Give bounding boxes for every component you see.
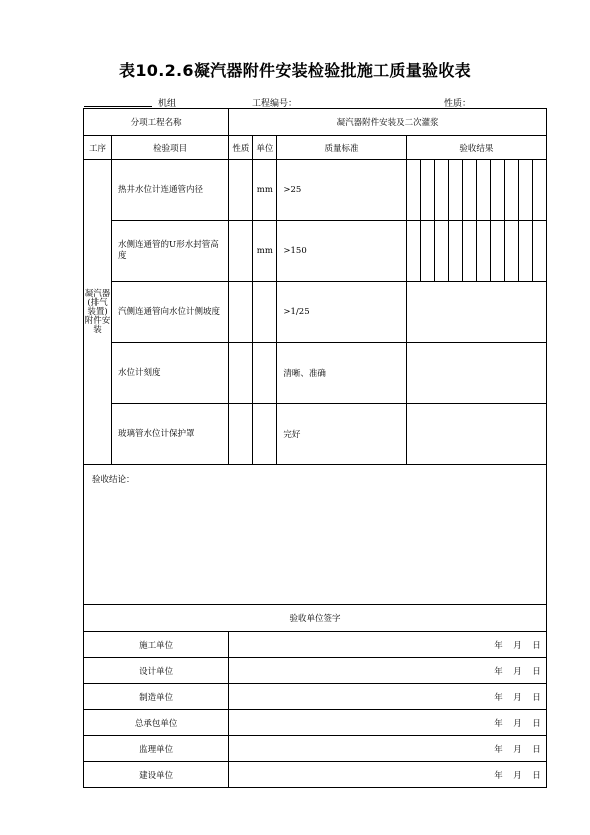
signature-date[interactable]: 年 月 日 <box>229 632 547 658</box>
unit-cell: mm <box>253 221 277 282</box>
table-row <box>84 404 547 465</box>
unit-cell <box>253 343 277 404</box>
unit-underline <box>84 106 152 107</box>
signature-row <box>84 736 547 762</box>
result-cell[interactable] <box>420 160 434 221</box>
result-cell[interactable] <box>476 160 490 221</box>
signature-label: 设计单位 <box>84 658 229 684</box>
conclusion-row <box>84 465 547 605</box>
header-result: 验收结果 <box>406 136 546 160</box>
result-cell[interactable] <box>504 221 518 282</box>
result-cell[interactable] <box>490 160 504 221</box>
inspection-table <box>83 108 547 788</box>
result-cell[interactable] <box>532 221 546 282</box>
result-cell[interactable] <box>462 160 476 221</box>
standard-cell: >1/25 <box>277 282 406 343</box>
signature-row <box>84 684 547 710</box>
result-cell[interactable] <box>490 221 504 282</box>
result-cell[interactable] <box>476 221 490 282</box>
result-cell[interactable] <box>448 221 462 282</box>
nature-label: 性质： <box>444 99 472 109</box>
standard-cell: >25 <box>277 160 406 221</box>
result-cell[interactable] <box>504 160 518 221</box>
standard-cell: 清晰、准确 <box>277 343 406 404</box>
result-cell[interactable] <box>518 221 532 282</box>
signature-date[interactable]: 年 月 日 <box>229 658 547 684</box>
standard-cell: >150 <box>277 221 406 282</box>
unit-label: 机组 <box>158 99 177 109</box>
signature-row <box>84 762 547 788</box>
signature-row <box>84 710 547 736</box>
signature-header-row <box>84 605 547 632</box>
unit-cell <box>253 282 277 343</box>
header-item: 检验项目 <box>112 136 229 160</box>
sub-project-row <box>84 109 547 136</box>
process-name: 凝汽器(排气装置)附件安装 <box>84 160 112 465</box>
result-cell[interactable] <box>448 160 462 221</box>
standard-cell: 完好 <box>277 404 406 465</box>
signature-label: 监理单位 <box>84 736 229 762</box>
item-name: 水位计刻度 <box>112 343 229 404</box>
sub-project-label: 分项工程名称 <box>84 109 229 136</box>
signature-row <box>84 658 547 684</box>
item-name: 汽侧连通管向水位计侧坡度 <box>112 282 229 343</box>
signature-date[interactable]: 年 月 日 <box>229 684 547 710</box>
signature-label: 制造单位 <box>84 684 229 710</box>
table-row <box>84 343 547 404</box>
page-title: 表10.2.6凝汽器附件安装检验批施工质量验收表 <box>119 61 471 80</box>
signature-header: 验收单位签字 <box>84 605 547 632</box>
header-unit: 单位 <box>253 136 277 160</box>
unit-cell <box>253 404 277 465</box>
item-name: 水侧连通管的U形水封管高度 <box>112 221 229 282</box>
conclusion-label[interactable]: 验收结论： <box>84 465 547 605</box>
result-cell[interactable] <box>462 221 476 282</box>
header-row <box>84 136 547 160</box>
result-cell[interactable] <box>434 160 448 221</box>
result-cell[interactable] <box>406 282 546 343</box>
table-row <box>84 221 547 282</box>
header-process: 工序 <box>84 136 112 160</box>
nature-cell <box>229 343 253 404</box>
signature-label: 施工单位 <box>84 632 229 658</box>
nature-cell <box>229 160 253 221</box>
item-name: 热井水位计连通管内径 <box>112 160 229 221</box>
unit-cell: mm <box>253 160 277 221</box>
signature-label: 建设单位 <box>84 762 229 788</box>
result-cell[interactable] <box>420 221 434 282</box>
result-cell[interactable] <box>406 160 420 221</box>
project-no-label: 工程编号： <box>252 99 298 109</box>
header-standard: 质量标准 <box>277 136 406 160</box>
result-cell[interactable] <box>434 221 448 282</box>
table-row <box>84 160 547 221</box>
sub-project-value: 凝汽器附件安装及二次灌浆 <box>229 109 547 136</box>
table-row <box>84 282 547 343</box>
result-cell[interactable] <box>406 343 546 404</box>
nature-cell <box>229 404 253 465</box>
result-cell[interactable] <box>518 160 532 221</box>
nature-cell <box>229 221 253 282</box>
signature-row <box>84 632 547 658</box>
nature-cell <box>229 282 253 343</box>
result-cell[interactable] <box>532 160 546 221</box>
signature-label: 总承包单位 <box>84 710 229 736</box>
item-name: 玻璃管水位计保护罩 <box>112 404 229 465</box>
signature-date[interactable]: 年 月 日 <box>229 710 547 736</box>
header-nature: 性质 <box>229 136 253 160</box>
signature-date[interactable]: 年 月 日 <box>229 736 547 762</box>
result-cell[interactable] <box>406 404 546 465</box>
result-cell[interactable] <box>406 221 420 282</box>
signature-date[interactable]: 年 月 日 <box>229 762 547 788</box>
